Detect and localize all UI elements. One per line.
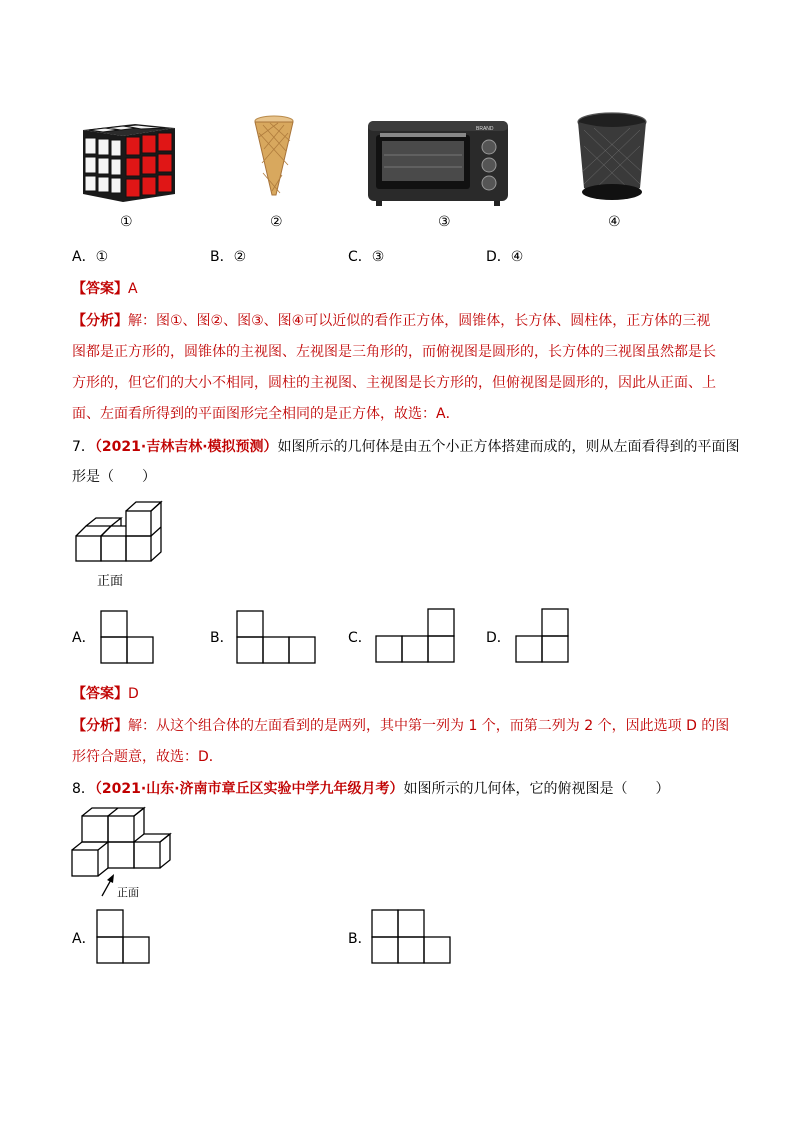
front-arrow-icon: [98, 872, 118, 898]
q7-analysis-2: 形符合题意，故选：D．: [72, 749, 223, 765]
oven-image: [362, 115, 512, 210]
q7-front-label: 正面: [97, 574, 124, 589]
q8-stem: 8．（2021·山东·济南市章丘区实验中学九年级月考）如图所示的几何体，它的俯视图是（ ）: [72, 781, 670, 797]
rubiks-cube-image: [75, 120, 185, 210]
q6-option-b: B．②: [210, 249, 247, 265]
q7-solid-figure: [72, 500, 172, 565]
oven-brand: BRAND: [476, 126, 494, 132]
q7-option-c-figure: [375, 608, 457, 664]
image-label-1: ①: [120, 214, 133, 230]
q6-analysis-4: 面、左面看所得到的平面图形完全相同的是正方体，故选：A．: [72, 406, 460, 422]
q7-option-c-letter: C．: [348, 630, 372, 646]
q6-analysis-2: 图都是正方形的，圆锥体的主视图、左视图是三角形的，而俯视图是圆形的，长方体的三视图虽然都是长: [72, 344, 716, 360]
q7-option-d-figure: [515, 608, 571, 664]
q7-option-b-figure: [236, 610, 318, 664]
q7-analysis-1: 【分析】解：从这个组合体的左面看到的是两列，其中第一列为 1 个，而第二列为 2 个，因此选项 D 的图: [72, 718, 730, 734]
q7-option-b-letter: B．: [210, 630, 234, 646]
q8-front-label: 正面: [117, 886, 139, 899]
image-label-2: ②: [270, 214, 283, 230]
image-label-4: ④: [608, 214, 621, 230]
q8-solid-figure: [70, 808, 170, 878]
q6-analysis-1: 【分析】解：图①、图②、图③、图④可以近似的看作正方体，圆锥体，长方体、圆柱体，正方体的三视: [72, 313, 711, 329]
q8-option-b-letter: B．: [348, 931, 372, 947]
cone-image: [250, 115, 300, 200]
q7-option-d-letter: D．: [486, 630, 511, 646]
q7-option-a-letter: A．: [72, 630, 96, 646]
q8-option-b-figure: [371, 909, 453, 965]
q6-analysis-3: 方形的，但它们的大小不相同，圆柱的主视图、主视图是长方形的，但俯视图是圆形的，因此从正面、上: [72, 375, 716, 391]
q7-option-a-figure: [100, 610, 156, 664]
pen-holder-image: [574, 110, 654, 205]
q6-option-c: C．③: [348, 249, 385, 265]
q8-option-a-figure: [96, 909, 152, 965]
q7-stem-2: 形是（ ）: [72, 469, 156, 485]
q8-option-a-letter: A．: [72, 931, 96, 947]
q6-option-d: D．④: [486, 249, 524, 265]
q7-stem-1: 7．（2021·吉林吉林·模拟预测）如图所示的几何体是由五个小正方体搭建而成的，则从左面看得到的平面图: [72, 439, 740, 455]
q6-answer: 【答案】A: [72, 281, 138, 297]
q7-answer: 【答案】D: [72, 686, 139, 702]
q6-option-a: A．①: [72, 249, 109, 265]
image-label-3: ③: [438, 214, 451, 230]
